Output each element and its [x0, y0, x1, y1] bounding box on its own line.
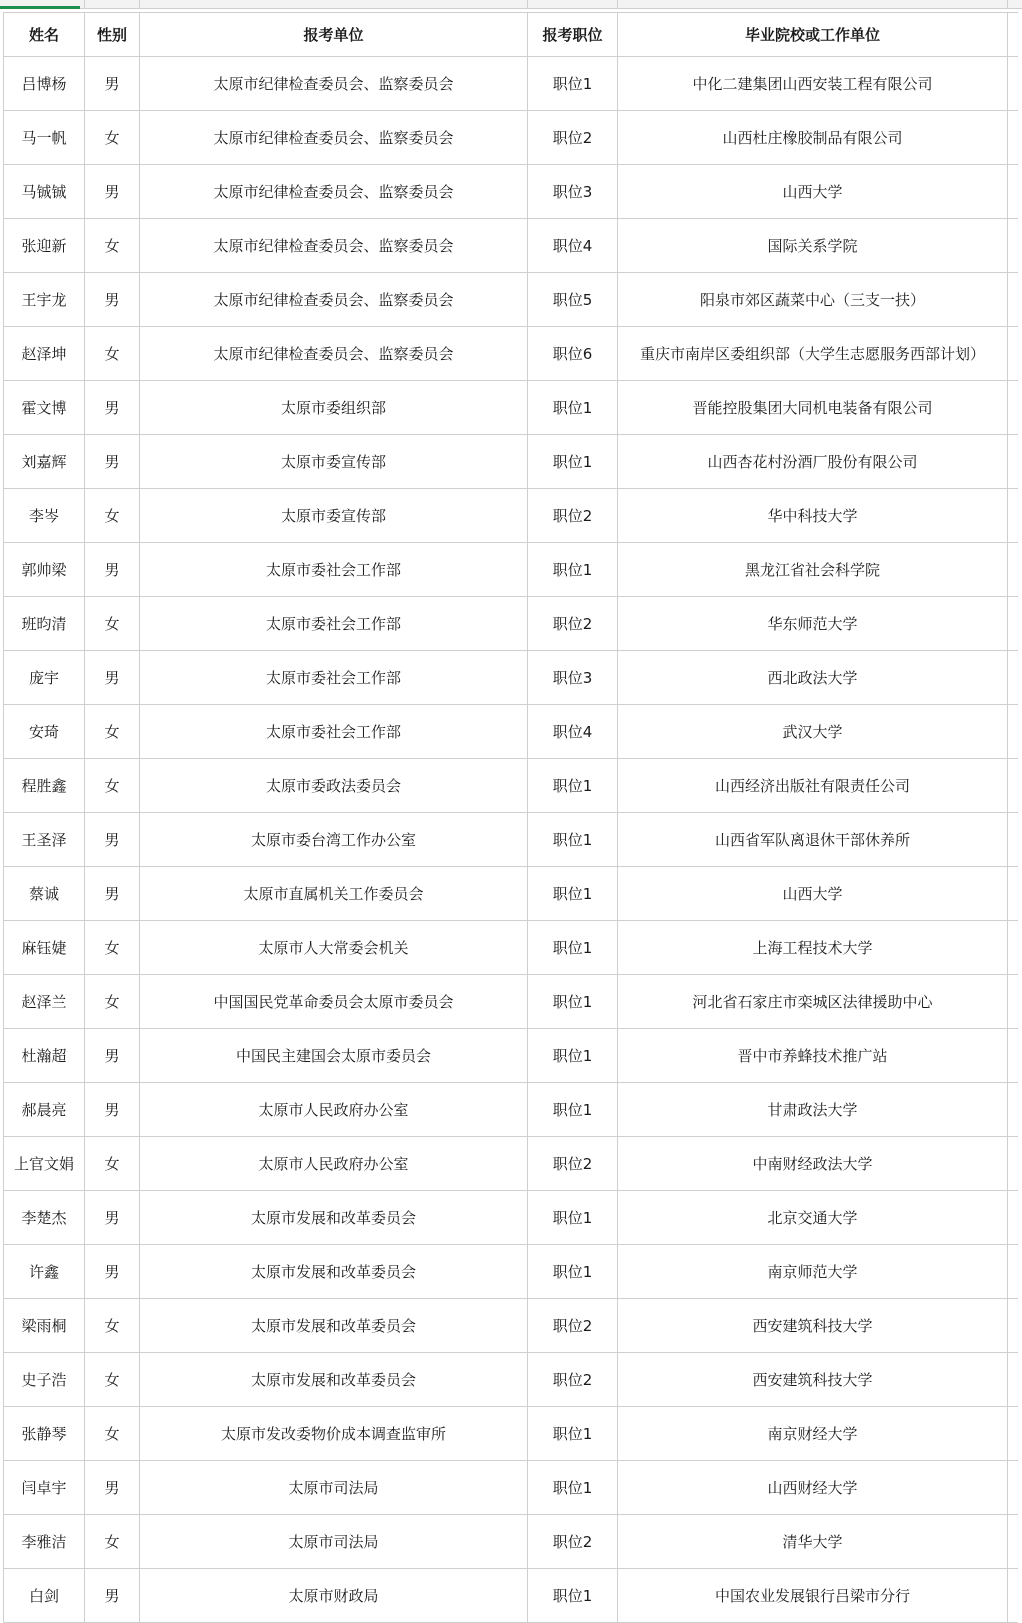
table-row [4, 435, 1018, 489]
table-row [4, 705, 1018, 759]
cell-name[interactable]: 吕博杨 [4, 57, 85, 111]
cell-unit[interactable]: 太原市纪律检查委员会、监察委员会 [140, 111, 528, 165]
table-row [4, 1299, 1018, 1353]
cell-unit[interactable]: 太原市人大常委会机关 [140, 921, 528, 975]
table-row [4, 543, 1018, 597]
cell-gender[interactable]: 男 [85, 165, 140, 219]
empty-cell[interactable] [1008, 1515, 1018, 1569]
cell-name[interactable]: 史子浩 [4, 1353, 85, 1407]
cell-gender[interactable]: 女 [85, 1299, 140, 1353]
header-cell-unit[interactable]: 报考单位 [140, 13, 528, 57]
cell-school[interactable]: 晋能控股集团大同机电装备有限公司 [618, 381, 1008, 435]
cell-school[interactable]: 武汉大学 [618, 705, 1008, 759]
table-row [4, 273, 1018, 327]
cell-unit[interactable]: 太原市发展和改革委员会 [140, 1191, 528, 1245]
empty-cell[interactable] [1008, 489, 1018, 543]
cell-position[interactable]: 职位2 [528, 1515, 618, 1569]
cell-gender[interactable]: 女 [85, 489, 140, 543]
empty-cell[interactable] [1008, 57, 1018, 111]
cell-name[interactable]: 郭帅梁 [4, 543, 85, 597]
cell-unit[interactable]: 太原市发展和改革委员会 [140, 1299, 528, 1353]
empty-cell[interactable] [1008, 1245, 1018, 1299]
empty-cell[interactable] [1008, 813, 1018, 867]
empty-cell[interactable] [1008, 111, 1018, 165]
cell-unit[interactable]: 太原市委组织部 [140, 381, 528, 435]
cell-name[interactable]: 闫卓宇 [4, 1461, 85, 1515]
cell-name[interactable]: 班昀清 [4, 597, 85, 651]
cell-name[interactable]: 霍文博 [4, 381, 85, 435]
cell-school[interactable]: 山西杏花村汾酒厂股份有限公司 [618, 435, 1008, 489]
cell-name[interactable]: 李雅洁 [4, 1515, 85, 1569]
cell-gender[interactable]: 男 [85, 381, 140, 435]
cell-unit[interactable]: 太原市纪律检查委员会、监察委员会 [140, 219, 528, 273]
cell-gender[interactable]: 男 [85, 1191, 140, 1245]
cell-gender[interactable]: 男 [85, 1245, 140, 1299]
cell-unit[interactable]: 太原市委社会工作部 [140, 543, 528, 597]
cell-school[interactable]: 山西省军队离退休干部休养所 [618, 813, 1008, 867]
cell-gender[interactable]: 女 [85, 1353, 140, 1407]
cell-name[interactable]: 杜瀚超 [4, 1029, 85, 1083]
cell-position[interactable]: 职位3 [528, 165, 618, 219]
cell-gender[interactable]: 男 [85, 543, 140, 597]
cell-school[interactable]: 甘肃政法大学 [618, 1083, 1008, 1137]
table-row [4, 219, 1018, 273]
cell-school[interactable]: 中南财经政法大学 [618, 1137, 1008, 1191]
table-row [4, 165, 1018, 219]
cell-position[interactable]: 职位1 [528, 1461, 618, 1515]
empty-cell[interactable] [1008, 1353, 1018, 1407]
empty-cell[interactable] [1008, 13, 1018, 57]
cell-position[interactable]: 职位1 [528, 759, 618, 813]
table-row [4, 1137, 1018, 1191]
column-header-strip [0, 0, 1022, 9]
table-row [4, 1515, 1018, 1569]
empty-cell[interactable] [1008, 381, 1018, 435]
cell-position[interactable]: 职位1 [528, 1245, 618, 1299]
table-row [4, 1245, 1018, 1299]
column-separator [1007, 0, 1008, 8]
cell-school[interactable]: 山西财经大学 [618, 1461, 1008, 1515]
cell-name[interactable]: 李楚杰 [4, 1191, 85, 1245]
cell-unit[interactable]: 太原市司法局 [140, 1461, 528, 1515]
cell-unit[interactable]: 太原市纪律检查委员会、监察委员会 [140, 57, 528, 111]
cell-name[interactable]: 马铖铖 [4, 165, 85, 219]
cell-gender[interactable]: 男 [85, 273, 140, 327]
cell-gender[interactable]: 女 [85, 1137, 140, 1191]
cell-unit[interactable]: 中国国民党革命委员会太原市委员会 [140, 975, 528, 1029]
empty-cell[interactable] [1008, 1299, 1018, 1353]
cell-gender[interactable]: 女 [85, 111, 140, 165]
empty-cell[interactable] [1008, 1137, 1018, 1191]
cell-gender[interactable]: 男 [85, 57, 140, 111]
cell-position[interactable]: 职位2 [528, 111, 618, 165]
cell-school[interactable]: 南京财经大学 [618, 1407, 1008, 1461]
table-row [4, 597, 1018, 651]
cell-position[interactable]: 职位2 [528, 489, 618, 543]
cell-gender[interactable]: 女 [85, 219, 140, 273]
cell-unit[interactable]: 太原市委宣传部 [140, 435, 528, 489]
header-row [4, 13, 1018, 57]
cell-school[interactable]: 南京师范大学 [618, 1245, 1008, 1299]
cell-school[interactable]: 西安建筑科技大学 [618, 1299, 1008, 1353]
cell-name[interactable]: 赵泽坤 [4, 327, 85, 381]
cell-gender[interactable]: 女 [85, 327, 140, 381]
cell-position[interactable]: 职位1 [528, 975, 618, 1029]
cell-gender[interactable]: 女 [85, 705, 140, 759]
cell-school[interactable]: 阳泉市郊区蔬菜中心（三支一扶） [618, 273, 1008, 327]
cell-gender[interactable]: 男 [85, 1029, 140, 1083]
cell-gender[interactable]: 女 [85, 975, 140, 1029]
cell-gender[interactable]: 男 [85, 1461, 140, 1515]
table-row [4, 1029, 1018, 1083]
empty-cell[interactable] [1008, 975, 1018, 1029]
cell-unit[interactable]: 太原市委宣传部 [140, 489, 528, 543]
cell-name[interactable]: 赵泽兰 [4, 975, 85, 1029]
cell-gender[interactable]: 男 [85, 1083, 140, 1137]
cell-unit[interactable]: 太原市委台湾工作办公室 [140, 813, 528, 867]
header-cell-school[interactable]: 毕业院校或工作单位 [618, 13, 1008, 57]
cell-name[interactable]: 张迎新 [4, 219, 85, 273]
empty-cell[interactable] [1008, 1191, 1018, 1245]
header-cell-name[interactable]: 姓名 [4, 13, 85, 57]
cell-school[interactable]: 中国农业发展银行吕梁市分行 [618, 1569, 1008, 1623]
cell-gender[interactable]: 女 [85, 1515, 140, 1569]
table-row [4, 759, 1018, 813]
cell-unit[interactable]: 太原市财政局 [140, 1569, 528, 1623]
table-row [4, 57, 1018, 111]
cell-gender[interactable]: 男 [85, 651, 140, 705]
cell-school[interactable]: 北京交通大学 [618, 1191, 1008, 1245]
empty-cell[interactable] [1008, 651, 1018, 705]
column-separator [617, 0, 618, 8]
cell-position[interactable]: 职位1 [528, 921, 618, 975]
header-cell-gender[interactable]: 性别 [85, 13, 140, 57]
empty-cell[interactable] [1008, 759, 1018, 813]
column-separator [527, 0, 528, 8]
cell-unit[interactable]: 太原市纪律检查委员会、监察委员会 [140, 327, 528, 381]
cell-position[interactable]: 职位1 [528, 57, 618, 111]
cell-name[interactable]: 许鑫 [4, 1245, 85, 1299]
table-row [4, 111, 1018, 165]
cell-school[interactable]: 山西大学 [618, 165, 1008, 219]
cell-position[interactable]: 职位2 [528, 1353, 618, 1407]
cell-name[interactable]: 蔡诚 [4, 867, 85, 921]
cell-unit[interactable]: 太原市人民政府办公室 [140, 1083, 528, 1137]
cell-school[interactable]: 山西杜庄橡胶制品有限公司 [618, 111, 1008, 165]
cell-school[interactable]: 华东师范大学 [618, 597, 1008, 651]
cell-position[interactable]: 职位1 [528, 543, 618, 597]
table-row [4, 1569, 1018, 1623]
cell-position[interactable]: 职位3 [528, 651, 618, 705]
cell-name[interactable]: 庞宇 [4, 651, 85, 705]
table-row [4, 381, 1018, 435]
empty-cell[interactable] [1008, 273, 1018, 327]
cell-name[interactable]: 安琦 [4, 705, 85, 759]
empty-cell[interactable] [1008, 165, 1018, 219]
empty-cell[interactable] [1008, 435, 1018, 489]
cell-school[interactable]: 清华大学 [618, 1515, 1008, 1569]
cell-name[interactable]: 程胜鑫 [4, 759, 85, 813]
cell-position[interactable]: 职位2 [528, 597, 618, 651]
cell-name[interactable]: 李岑 [4, 489, 85, 543]
table-row [4, 975, 1018, 1029]
cell-name[interactable]: 麻钰婕 [4, 921, 85, 975]
cell-gender[interactable]: 女 [85, 759, 140, 813]
cell-position[interactable]: 职位1 [528, 813, 618, 867]
cell-unit[interactable]: 太原市发展和改革委员会 [140, 1245, 528, 1299]
cell-unit[interactable]: 太原市纪律检查委员会、监察委员会 [140, 165, 528, 219]
empty-cell[interactable] [1008, 543, 1018, 597]
cell-gender[interactable]: 男 [85, 867, 140, 921]
cell-unit[interactable]: 太原市委社会工作部 [140, 651, 528, 705]
empty-cell[interactable] [1008, 921, 1018, 975]
cell-school[interactable]: 国际关系学院 [618, 219, 1008, 273]
cell-unit[interactable]: 太原市司法局 [140, 1515, 528, 1569]
cell-position[interactable]: 职位1 [528, 1569, 618, 1623]
empty-cell[interactable] [1008, 1407, 1018, 1461]
table-row [4, 1407, 1018, 1461]
spreadsheet-table [3, 12, 1018, 1623]
empty-cell[interactable] [1008, 219, 1018, 273]
empty-cell[interactable] [1008, 1569, 1018, 1623]
cell-position[interactable]: 职位2 [528, 1137, 618, 1191]
cell-position[interactable]: 职位1 [528, 1407, 618, 1461]
cell-position[interactable]: 职位4 [528, 705, 618, 759]
cell-unit[interactable]: 太原市发改委物价成本调查监审所 [140, 1407, 528, 1461]
cell-school[interactable]: 西安建筑科技大学 [618, 1353, 1008, 1407]
header-cell-position[interactable]: 报考职位 [528, 13, 618, 57]
cell-unit[interactable]: 太原市直属机关工作委员会 [140, 867, 528, 921]
cell-name[interactable]: 王圣泽 [4, 813, 85, 867]
table-row [4, 327, 1018, 381]
empty-cell[interactable] [1008, 1461, 1018, 1515]
cell-school[interactable]: 黑龙江省社会科学院 [618, 543, 1008, 597]
cell-gender[interactable]: 男 [85, 1569, 140, 1623]
cell-school[interactable]: 上海工程技术大学 [618, 921, 1008, 975]
table-row [4, 1353, 1018, 1407]
cell-unit[interactable]: 太原市纪律检查委员会、监察委员会 [140, 273, 528, 327]
cell-school[interactable]: 华中科技大学 [618, 489, 1008, 543]
cell-name[interactable]: 马一帆 [4, 111, 85, 165]
table-row [4, 813, 1018, 867]
cell-position[interactable]: 职位6 [528, 327, 618, 381]
empty-cell[interactable] [1008, 597, 1018, 651]
cell-position[interactable]: 职位1 [528, 1083, 618, 1137]
column-separator [139, 0, 140, 8]
table-row [4, 651, 1018, 705]
cell-unit[interactable]: 中国民主建国会太原市委员会 [140, 1029, 528, 1083]
cell-school[interactable]: 山西经济出版社有限责任公司 [618, 759, 1008, 813]
cell-unit[interactable]: 太原市发展和改革委员会 [140, 1353, 528, 1407]
empty-cell[interactable] [1008, 1029, 1018, 1083]
table-row [4, 1461, 1018, 1515]
cell-name[interactable]: 白剑 [4, 1569, 85, 1623]
cell-unit[interactable]: 太原市委政法委员会 [140, 759, 528, 813]
cell-position[interactable]: 职位4 [528, 219, 618, 273]
cell-position[interactable]: 职位1 [528, 1029, 618, 1083]
cell-school[interactable]: 晋中市养蜂技术推广站 [618, 1029, 1008, 1083]
cell-school[interactable]: 西北政法大学 [618, 651, 1008, 705]
cell-gender[interactable]: 女 [85, 1407, 140, 1461]
cell-gender[interactable]: 男 [85, 435, 140, 489]
cell-school[interactable]: 重庆市南岸区委组织部（大学生志愿服务西部计划） [618, 327, 1008, 381]
cell-name[interactable]: 王宇龙 [4, 273, 85, 327]
cell-unit[interactable]: 太原市人民政府办公室 [140, 1137, 528, 1191]
empty-cell[interactable] [1008, 1083, 1018, 1137]
cell-position[interactable]: 职位1 [528, 867, 618, 921]
cell-name[interactable]: 梁雨桐 [4, 1299, 85, 1353]
cell-position[interactable]: 职位1 [528, 435, 618, 489]
cell-name[interactable]: 张静琴 [4, 1407, 85, 1461]
cell-position[interactable]: 职位1 [528, 381, 618, 435]
cell-name[interactable]: 郝晨亮 [4, 1083, 85, 1137]
table-row [4, 921, 1018, 975]
cell-position[interactable]: 职位5 [528, 273, 618, 327]
cell-name[interactable]: 刘嘉辉 [4, 435, 85, 489]
cell-name[interactable]: 上官文娟 [4, 1137, 85, 1191]
table-row [4, 1191, 1018, 1245]
cell-gender[interactable]: 男 [85, 813, 140, 867]
empty-cell[interactable] [1008, 867, 1018, 921]
cell-unit[interactable]: 太原市委社会工作部 [140, 705, 528, 759]
cell-school[interactable]: 中化二建集团山西安装工程有限公司 [618, 57, 1008, 111]
cell-position[interactable]: 职位2 [528, 1299, 618, 1353]
cell-unit[interactable]: 太原市委社会工作部 [140, 597, 528, 651]
cell-gender[interactable]: 女 [85, 921, 140, 975]
table-row [4, 1083, 1018, 1137]
cell-gender[interactable]: 女 [85, 597, 140, 651]
cell-school[interactable]: 山西大学 [618, 867, 1008, 921]
cell-position[interactable]: 职位1 [528, 1191, 618, 1245]
table-row [4, 489, 1018, 543]
column-separator [84, 0, 85, 8]
cell-school[interactable]: 河北省石家庄市栾城区法律援助中心 [618, 975, 1008, 1029]
table-row [4, 867, 1018, 921]
empty-cell[interactable] [1008, 705, 1018, 759]
active-column-indicator [0, 6, 80, 9]
empty-cell[interactable] [1008, 327, 1018, 381]
